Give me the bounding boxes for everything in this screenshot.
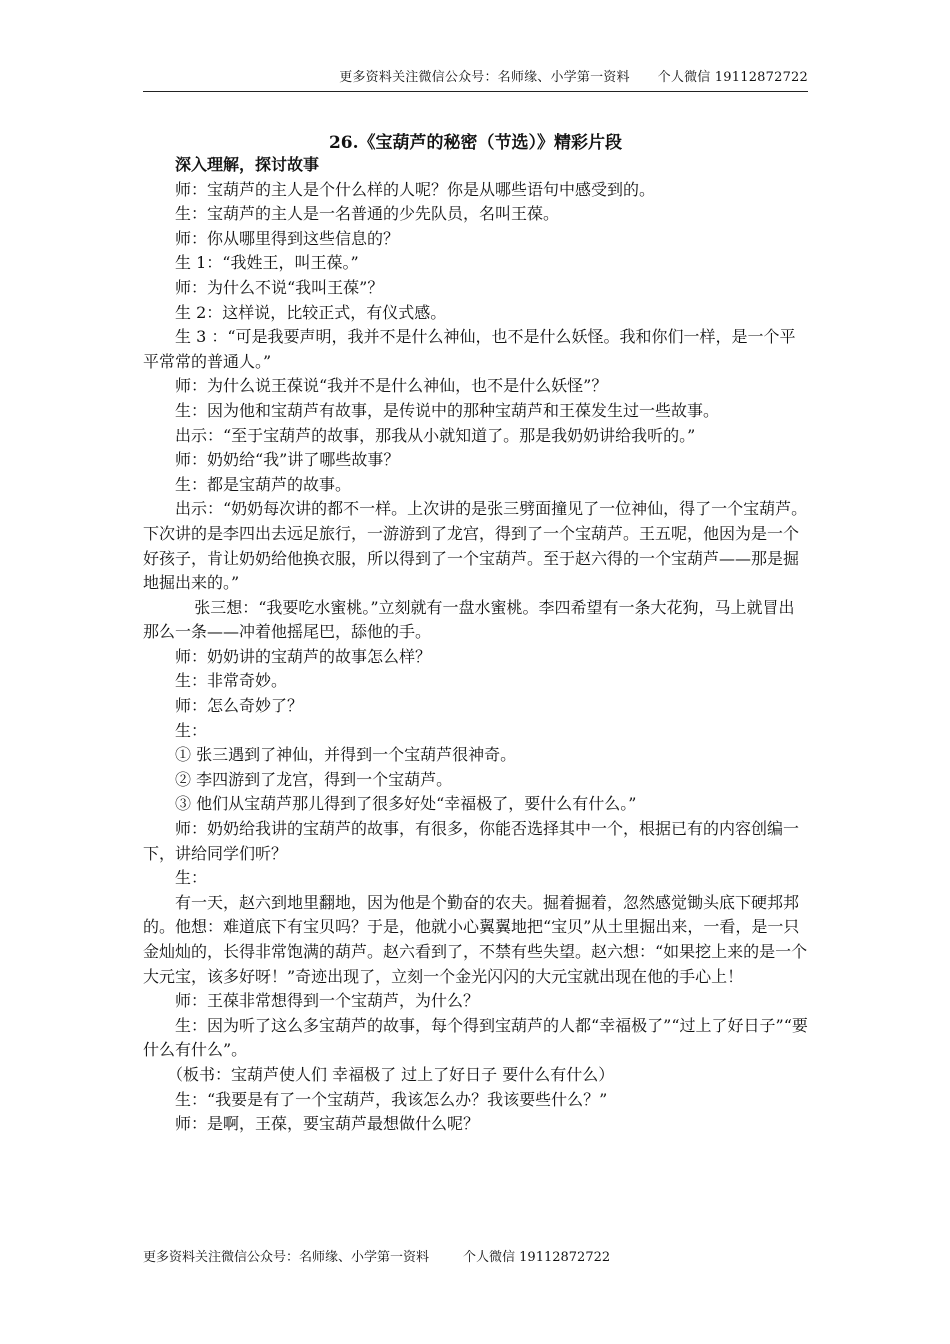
paragraph: 师：奶奶讲的宝葫芦的故事怎么样？ [175, 646, 432, 666]
paragraph: 师：宝葫芦的主人是个什么样的人呢？你是从哪些语句中感受到的。 [175, 179, 656, 199]
paragraph: 师：奶奶给“我”讲了哪些故事？ [175, 450, 400, 470]
footer-text: 更多资料关注微信公众号：名师缘、小学第一资料 [143, 1250, 430, 1265]
paragraph: 生：非常奇妙。 [175, 671, 288, 691]
list-item: ① 张三遇到了神仙，并得到一个宝葫芦很神奇。 [175, 745, 517, 765]
paragraph: 生： [175, 720, 208, 740]
footer-wechat: 个人微信 19112872722 [463, 1250, 611, 1265]
paragraph: 出示：“至于宝葫芦的故事，那我从小就知道了。那是我奶奶讲给我听的。” [175, 425, 696, 445]
paragraph: 生：宝葫芦的主人是一名普通的少先队员，名叫王葆。 [175, 204, 560, 224]
paragraph: 生 2：这样说，比较正式，有仪式感。 [175, 302, 447, 322]
paragraph: 有一天，赵六到地里翻地，因为他是个勤奋的农夫。掘着掘着，忽然感觉锄头底下硬邦邦的。他想：难道底下有宝贝吗？于是，他就小心翼翼地把“宝贝”从土里掘出来，一看，是一只金灿灿的，长得非常饱满的葫芦。赵六看到了，不禁有些失望。赵六想：“如果挖上来的是一个大元宝，该多好呀！”奇迹出现了，立刻一个金光闪闪的大元宝就出现在他的手心上！ [143, 892, 808, 986]
list-item: ② 李四游到了龙宫，得到一个宝葫芦。 [175, 769, 453, 789]
paragraph: 生：“我要是有了一个宝葫芦，我该怎么办？我该要些什么？” [175, 1089, 608, 1109]
section-subtitle: 深入理解，探讨故事 [175, 155, 320, 174]
document-body [143, 153, 808, 1137]
paragraph: 师：怎么奇妙了？ [175, 696, 304, 716]
header-wechat: 个人微信 19112872722 [657, 70, 808, 85]
paragraph: 生 1：“我姓王，叫王葆。” [175, 253, 359, 273]
paragraph: 师：王葆非常想得到一个宝葫芦，为什么？ [175, 991, 480, 1011]
paragraph: 师：为什么不说“我叫王葆”？ [175, 277, 384, 297]
paragraph: 师：是啊，王葆，要宝葫芦最想做什么呢？ [175, 1114, 480, 1134]
paragraph: 生： [175, 868, 208, 888]
document-title: 26.《宝葫芦的秘密（节选）》精彩片段 [328, 133, 623, 153]
header-text: 更多资料关注微信公众号：名师缘、小学第一资料 [339, 70, 630, 85]
paragraph: 师：你从哪里得到这些信息的？ [175, 228, 400, 248]
blackboard-note: （板书：宝葫芦使人们 幸福极了 过上了好日子 要什么有什么） [167, 1064, 615, 1084]
paragraph: 生：因为他和宝葫芦有故事，是传说中的那种宝葫芦和王葆发生过一些故事。 [175, 400, 720, 420]
page-header [143, 66, 808, 92]
page-footer [143, 1246, 610, 1265]
paragraph: 生：都是宝葫芦的故事。 [175, 474, 352, 494]
paragraph: 生：因为听了这么多宝葫芦的故事，每个得到宝葫芦的人都“幸福极了”“过上了好日子”“要什么有什么”。 [143, 1015, 808, 1060]
paragraph: 张三想：“我要吃水蜜桃。”立刻就有一盘水蜜桃。李四希望有一条大花狗，马上就冒出那么一条——冲着他摇尾巴，舔他的手。 [143, 597, 795, 642]
paragraph: 出示：“奶奶每次讲的都不一样。上次讲的是张三劈面撞见了一位神仙，得了一个宝葫芦。下次讲的是李四出去远足旅行，一游游到了龙宫，得到了一个宝葫芦。王五呢，他因为是一个好孩子，肯让奶奶给他换衣服，所以得到了一个宝葫芦。至于赵六得的一个宝葫芦——那是掘地掘出来的。” [143, 499, 808, 593]
list-item: ③ 他们从宝葫芦那儿得到了很多好处“幸福极了，要什么有什么。” [175, 794, 637, 814]
paragraph: 师：为什么说王葆说“我并不是什么神仙，也不是什么妖怪”？ [175, 376, 608, 396]
paragraph: 生 3 ：“可是我要声明，我并不是什么神仙，也不是什么妖怪。我和你们一样，是一个平平常常的普通人。” [143, 327, 796, 371]
paragraph: 师：奶奶给我讲的宝葫芦的故事，有很多，你能否选择其中一个，根据已有的内容创编一下，讲给同学们听？ [143, 819, 800, 863]
